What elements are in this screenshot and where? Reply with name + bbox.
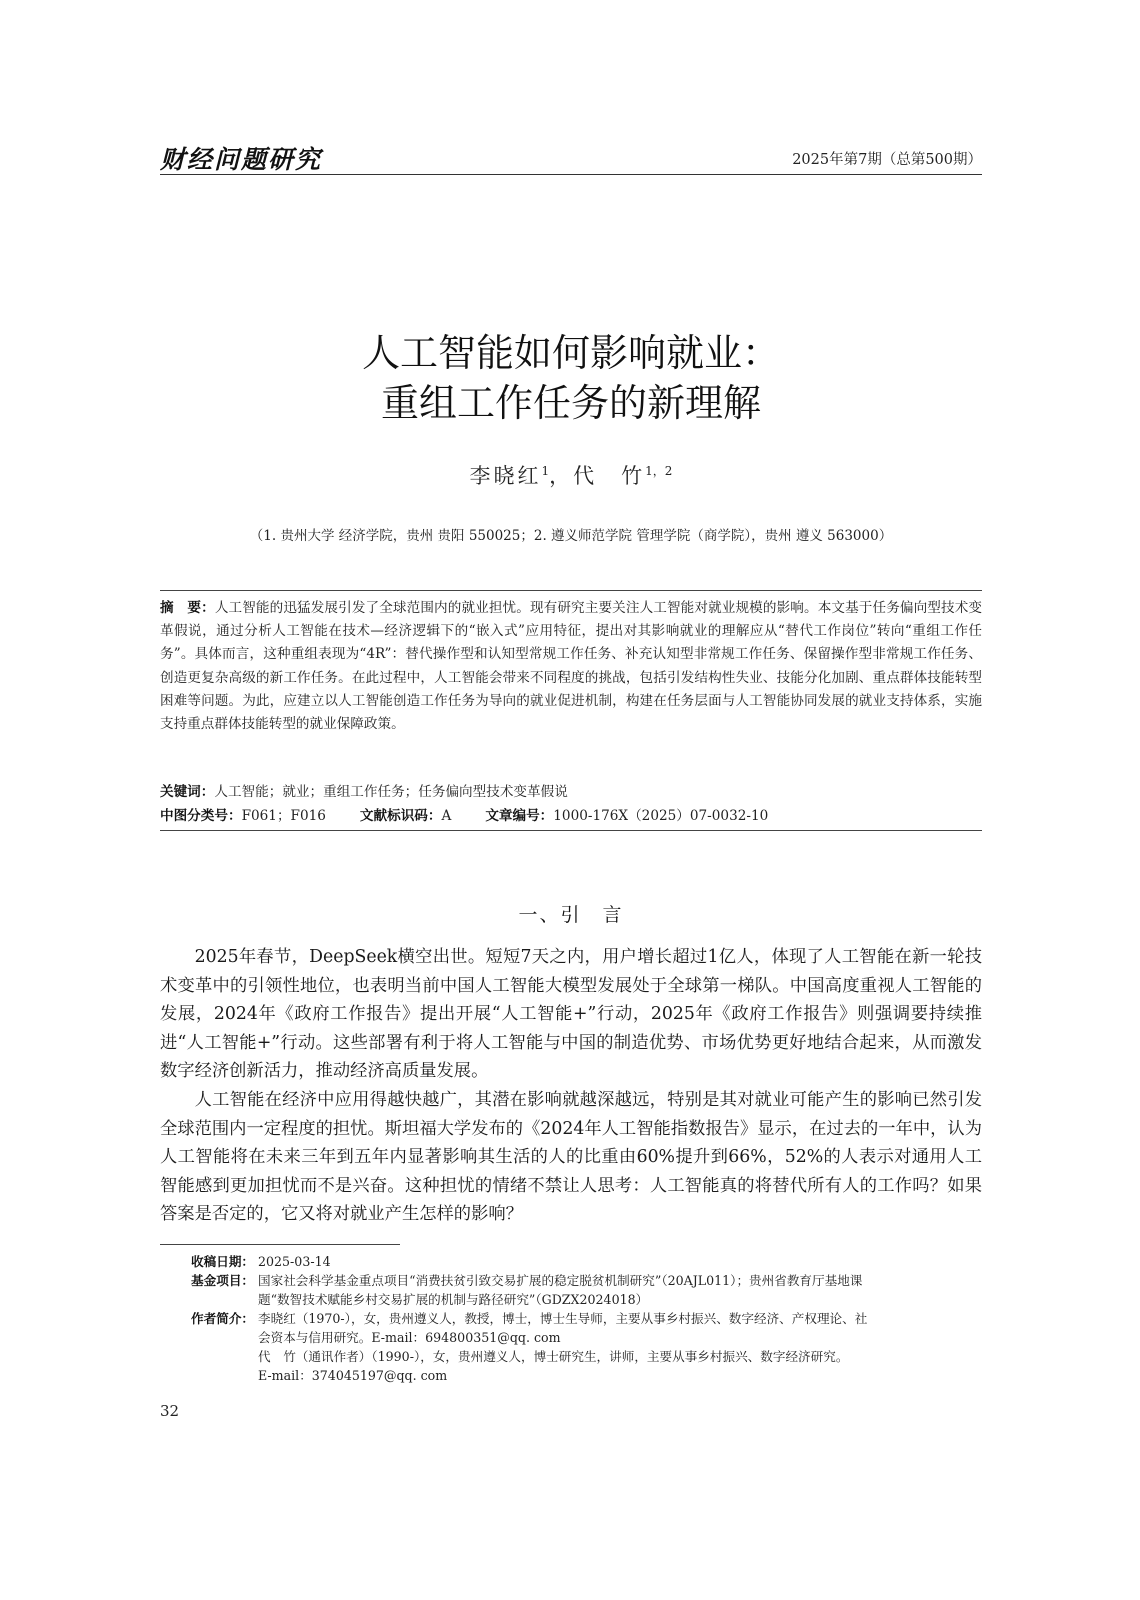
author-bio-line: 会资本与信用研究。E-mail：694800351@qq. com bbox=[258, 1330, 561, 1345]
author-1: 李晓红 bbox=[469, 464, 542, 488]
author-2: 代 竹 bbox=[573, 464, 646, 488]
author-bio-line: 李晓红（1970-），女，贵州遵义人，教授，博士，博士生导师，主要从事乡村振兴、数字经济、产权理论、社 bbox=[258, 1311, 868, 1326]
keywords bbox=[160, 780, 982, 800]
fund-line: 题“数智技术赋能乡村交易扩展的机制与路径研究”（GDZX2024018） bbox=[258, 1292, 649, 1307]
fund-line: 国家社会科学基金重点项目“消费扶贫引致交易扩展的稳定脱贫机制研究”（20AJL011）；贵州省教育厅基地课 bbox=[258, 1273, 863, 1288]
received-label: 收稿日期： bbox=[191, 1254, 254, 1269]
issue-info: 2025年第7期（总第500期） bbox=[792, 152, 982, 168]
affiliation: （1. 贵州大学 经济学院，贵州 贵阳 550025；2. 遵义师范学院 管理学院（商学院），贵州 遵义 563000） bbox=[249, 528, 893, 544]
author-bio-line: 代 竹（通讯作者）（1990-），女，贵州遵义人，博士研究生，讲师，主要从事乡村振兴、数字经济研究。 bbox=[258, 1349, 849, 1364]
section-body bbox=[160, 943, 982, 1229]
keywords-label: 关键词： bbox=[160, 784, 215, 800]
abstract bbox=[160, 597, 982, 736]
page-number: 32 bbox=[160, 1402, 180, 1420]
footnote-author-bio bbox=[160, 1309, 982, 1385]
title-line-1: 人工智能如何影响就业： bbox=[361, 331, 780, 375]
abstract-top-rule bbox=[160, 590, 982, 591]
abstract-text: 人工智能的迅猛发展引发了全球范围内的就业担忧。现有研究主要关注人工智能对就业规模的影响。本文基于任务偏向型技术变革假说，通过分析人工智能在技术—经济逻辑下的“嵌入式”应用特征，提出对其影响就业的理解应从“替代工作岗位”转向“重组工作任务”。具体而言，这种重组表现为“4R”：替代操作型和认知型常规工作任务、补充认知型非常规工作任务、保留操作型非常规工作任务、创造更复杂高级的新工作任务。在此过程中，人工智能会带来不同程度的挑战，包括引发结构性失业、技能分化加剧、重点群体技能转型困难等问题。为此，应建立以人工智能创造工作任务为导向的就业促进机制，构建在任务层面与人工智能协同发展的就业支持体系，实施支持重点群体技能转型的就业保障政策。 bbox=[160, 600, 983, 733]
abstract-label: 摘 要： bbox=[160, 600, 215, 616]
clc-value: F061；F016 bbox=[241, 808, 326, 824]
author-1-affiliation: 1 bbox=[541, 464, 550, 478]
footnotes bbox=[160, 1252, 982, 1385]
author-separator: ， bbox=[549, 464, 574, 488]
title-line-2: 重组工作任务的新理解 bbox=[380, 381, 761, 425]
author-bio-line: E-mail：374045197@qq. com bbox=[258, 1368, 448, 1383]
clc-label: 中图分类号： bbox=[160, 808, 242, 824]
author-2-affiliation: 1，2 bbox=[645, 464, 673, 478]
classification-line bbox=[160, 804, 982, 824]
fund-label: 基金项目： bbox=[191, 1273, 254, 1288]
body-paragraph: 2025年春节，DeepSeek横空出世。短短7天之内，用户增长超过1亿人，体现了人工智能在新一轮技术变革中的引领性地位，也表明当前中国人工智能大模型发展处于全球第一梯队。中国高度重视人工智能的发展，2024年《政府工作报告》提出开展“人工智能+”行动，2025年《政府工作报告》则强调要持续推进“人工智能+”行动。这些部署有利于将人工智能与中国的制造优势、市场优势更好地结合起来，从而激发数字经济创新活力，推动经济高质量发展。 bbox=[160, 947, 982, 1082]
body-paragraph: 人工智能在经济中应用得越快越广，其潜在影响就越深越远，特别是其对就业可能产生的影响已然引发全球范围内一定程度的担忧。斯坦福大学发布的《2024年人工智能指数报告》显示，在过去的一年中，认为人工智能将在未来三年到五年内显著影响其生活的人的比重由60%提升到66%，52%的人表示对通用人工智能感到更加担忧而不是兴奋。这种担忧的情绪不禁让人思考：人工智能真的将替代所有人的工作吗？如果答案是否定的，它又将对就业产生怎样的影响？ bbox=[160, 1089, 982, 1225]
article-number-value: 1000-176X（2025）07-0032-10 bbox=[553, 808, 769, 824]
author-bio-label: 作者简介： bbox=[191, 1311, 254, 1326]
section-heading: 一、引 言 bbox=[518, 904, 624, 926]
author-list bbox=[160, 460, 982, 490]
journal-logo: 财经问题研究 bbox=[160, 145, 323, 174]
footnote-received bbox=[160, 1252, 982, 1271]
article-number-label: 文章编号： bbox=[485, 808, 554, 824]
doc-code-value: A bbox=[441, 808, 452, 824]
page-header bbox=[160, 140, 982, 175]
received-value: 2025-03-14 bbox=[258, 1254, 331, 1269]
paper-title bbox=[160, 328, 982, 428]
doc-code-label: 文献标识码： bbox=[359, 808, 442, 824]
keywords-text: 人工智能；就业；重组工作任务；任务偏向型技术变革假说 bbox=[214, 784, 568, 800]
abstract-bottom-rule bbox=[160, 830, 982, 831]
footnote-fund bbox=[160, 1271, 982, 1309]
footnote-rule bbox=[160, 1244, 400, 1245]
